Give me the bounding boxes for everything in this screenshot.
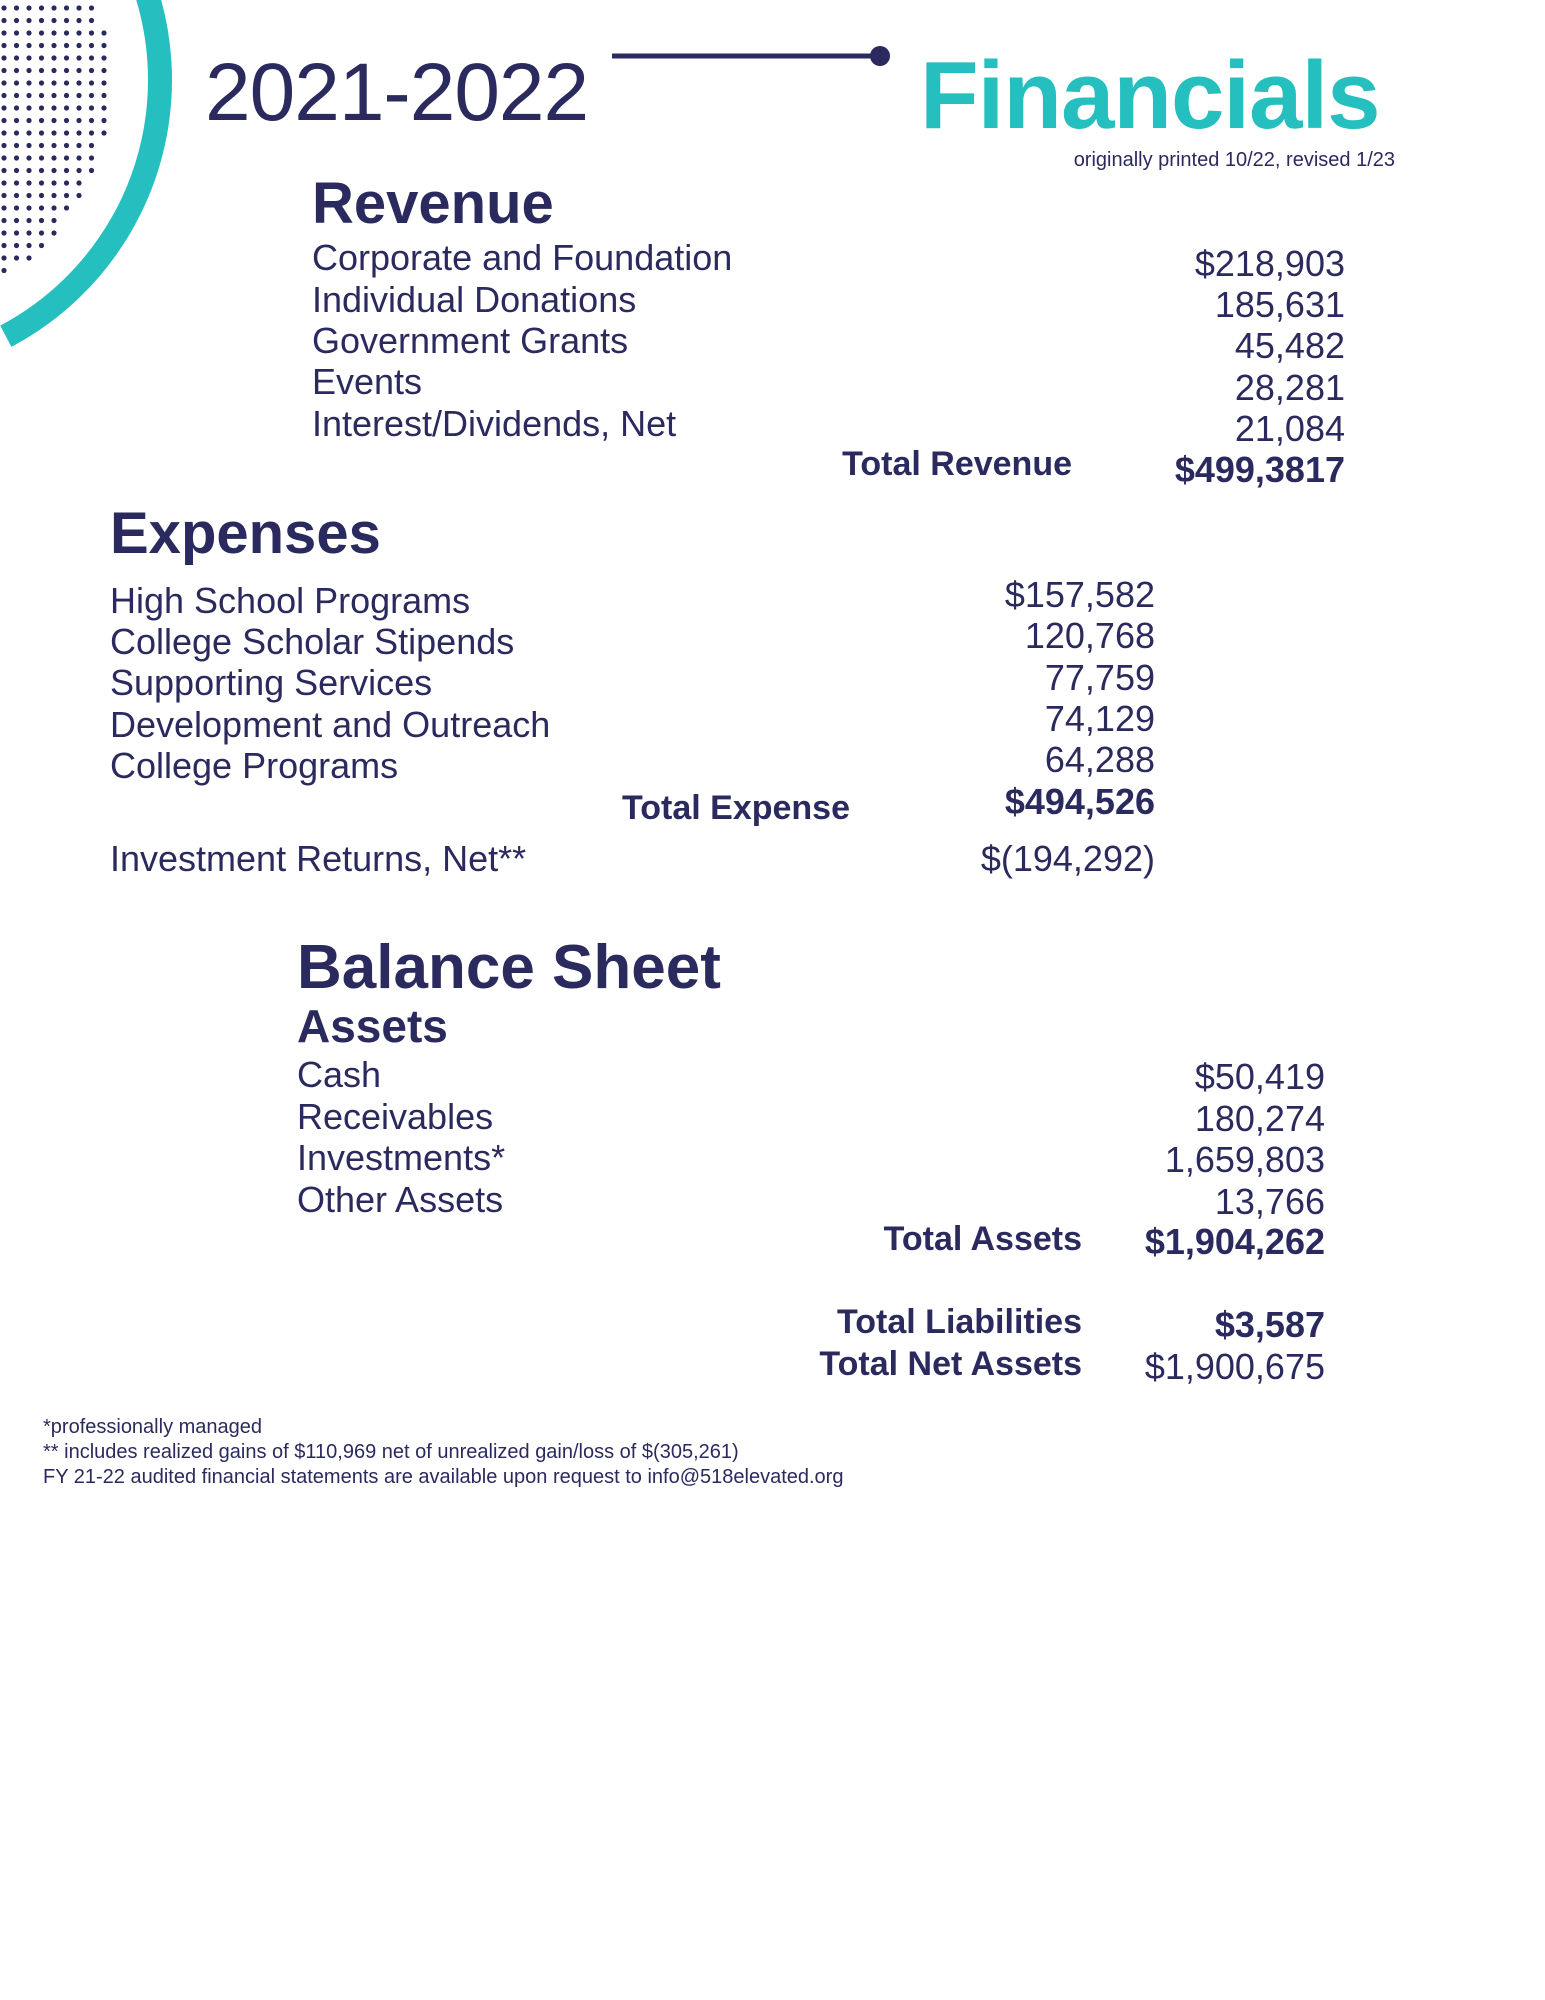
asset-row-label: Receivables — [297, 1096, 494, 1137]
revenue-row-label: Events — [312, 361, 423, 402]
asset-row-label: Other Assets — [297, 1179, 504, 1220]
revenue-row-value: 45,482 — [1234, 325, 1345, 366]
revenue-row-value: 185,631 — [1214, 284, 1345, 325]
asset-row-label: Cash — [297, 1054, 382, 1095]
revenue-row-label: Government Grants — [312, 320, 629, 361]
expense-row-label: High School Programs — [110, 580, 471, 621]
expenses-heading: Expenses — [110, 501, 381, 566]
revenue-heading: Revenue — [312, 171, 554, 236]
page-title: Financials — [920, 42, 1380, 149]
total-net-assets-value: $1,900,675 — [1144, 1346, 1325, 1387]
total-expense-value: $494,526 — [1004, 781, 1155, 822]
expense-row-label: College Programs — [110, 745, 399, 786]
asset-row-value: 13,766 — [1214, 1181, 1325, 1222]
investment-returns-label: Investment Returns, Net** — [110, 838, 527, 879]
expense-row-label: Supporting Services — [110, 662, 433, 703]
expense-row-value: $157,582 — [1004, 574, 1155, 615]
asset-row-value: 1,659,803 — [1164, 1139, 1325, 1180]
revenue-row-label: Interest/Dividends, Net — [312, 403, 677, 444]
year-heading: 2021-2022 — [205, 47, 589, 138]
asset-row-value: $50,419 — [1194, 1056, 1325, 1097]
expense-row-value: 74,129 — [1044, 698, 1155, 739]
revenue-row-label: Corporate and Foundation — [312, 237, 733, 278]
total-expense-label: Total Expense — [622, 789, 850, 827]
footnote-investment-returns: ** includes realized gains of $110,969 net of unrealized gain/loss of $(305,261) — [43, 1441, 739, 1463]
revenue-row-value: 28,281 — [1234, 367, 1345, 408]
total-revenue-label: Total Revenue — [842, 445, 1072, 483]
assets-heading: Assets — [297, 1000, 448, 1052]
expense-row-label: Development and Outreach — [110, 704, 551, 745]
total-liabilities-value: $3,587 — [1214, 1304, 1325, 1345]
revision-note: originally printed 10/22, revised 1/23 — [1073, 149, 1395, 171]
header-connector-line — [612, 44, 892, 68]
expense-row-value: 120,768 — [1024, 615, 1155, 656]
expense-row-value: 77,759 — [1044, 657, 1155, 698]
expense-row-value: 64,288 — [1044, 739, 1155, 780]
expense-row-label: College Scholar Stipends — [110, 621, 515, 662]
revenue-row-value: 21,084 — [1234, 408, 1345, 449]
total-assets-label: Total Assets — [883, 1220, 1082, 1258]
footnote-audited-statements: FY 21-22 audited financial statements are available upon request to info@518elevated.org — [43, 1466, 844, 1488]
asset-row-value: 180,274 — [1194, 1098, 1325, 1139]
total-net-assets-label: Total Net Assets — [819, 1345, 1082, 1383]
revenue-row-value: $218,903 — [1194, 243, 1345, 284]
total-assets-value: $1,904,262 — [1144, 1221, 1325, 1262]
decorative-dots-and-arc — [0, 0, 240, 400]
balance-sheet-heading: Balance Sheet — [297, 933, 721, 1002]
asset-row-label: Investments* — [297, 1137, 506, 1178]
total-revenue-value: $499,3817 — [1174, 449, 1345, 490]
investment-returns-value: $(194,292) — [980, 838, 1155, 879]
footnote-professionally-managed: *professionally managed — [43, 1416, 263, 1438]
revenue-row-label: Individual Donations — [312, 279, 637, 320]
total-liabilities-label: Total Liabilities — [837, 1303, 1082, 1341]
